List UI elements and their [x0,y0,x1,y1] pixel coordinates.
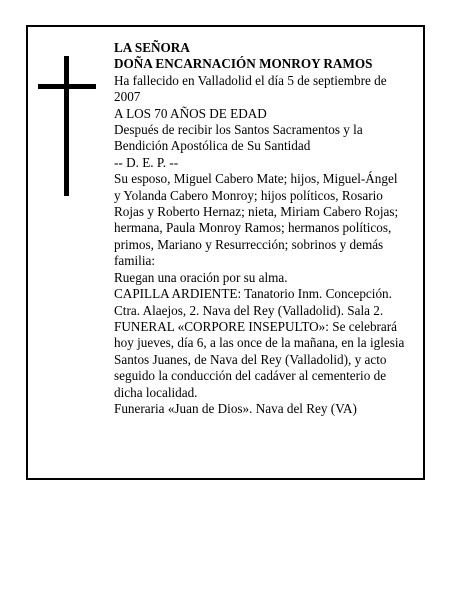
chapel-info: CAPILLA ARDIENTE: Tanatorio Inm. Concepción. Ctra. Alaejos, 2. Nava del Rey (Valladolid). Sala 2. [114,286,392,318]
rest-in-peace: -- D. E. P. -- [114,154,179,170]
family-list: Su esposo, Miguel Cabero Mate; hijos, Miguel-Ángel y Yolanda Cabero Monroy; hijos políticos, Rosario Rojas y Roberto Hernaz; nieta, Miriam Cabero Rojas; hermana, Paula Monroy Ramos; hermanos políticos, primos, Mariano y Resurrección; sobrinos y demás familia: [114,171,399,269]
deceased-name: DOÑA ENCARNACIÓN MONROY RAMOS [114,56,373,72]
sacraments-statement: Después de recibir los Santos Sacramentos y la Bendición Apostólica de Su Santidad [114,122,363,154]
prayer-request: Ruegan una oración por su alma. [114,269,288,285]
age-statement: A LOS 70 AÑOS DE EDAD [114,105,267,121]
funeral-info: FUNERAL «CORPORE INSEPULTO»: Se celebrará hoy jueves, día 6, a las once de la mañana, en la iglesia Santos Juanes, de Nava del Rey (Valladolid), y acto seguido la conducción del cadáver al cementerio de dicha localidad. [114,318,405,400]
funeral-home: Funeraria «Juan de Dios». Nava del Rey (VA) [114,400,357,416]
obituary-text-block [114,40,406,417]
notice-title-line1: LA SEÑORA [114,40,190,55]
cross-icon-crossbar [38,84,96,89]
cross-icon [64,56,69,196]
death-statement: Ha fallecido en Valladolid el día 5 de septiembre de 2007 [114,72,387,105]
